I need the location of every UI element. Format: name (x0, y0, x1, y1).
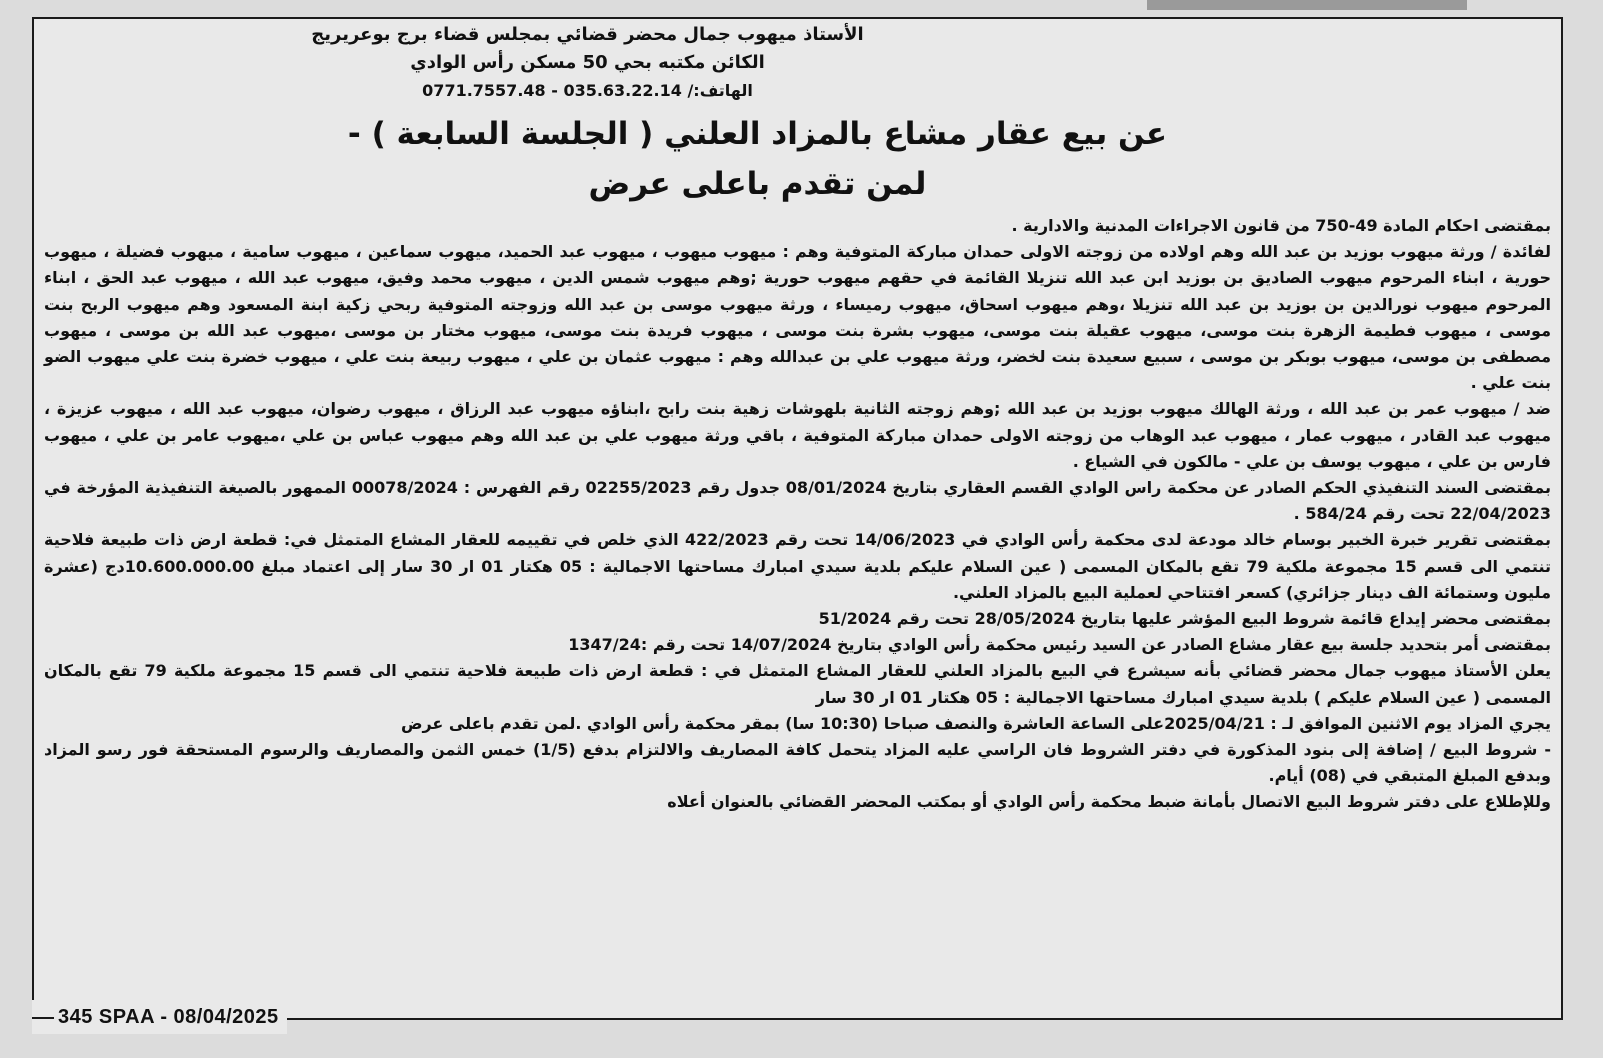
announcement-paragraph: يعلن الأستاذ ميهوب جمال محضر قضائي بأنه سيشرع في البيع بالمزاد العلني للعقار المشاع المتمثل في : قطعة ارض ذات طبيعة فلاحية تنتمي الى قسم 15 مجموعة ملكية 79 تقع بالمكان المسمى ( عين السلام عليكم ) بلدية سيدي امبارك مساحتها الاجمالية : 05 هكتار 01 ار 30 سار (44, 661, 1552, 707)
court-order-paragraph: بمقتضى أمر بتحديد جلسة بيع عقار مشاع الصادر عن السيد رئيس محكمة رأس الوادي بتاريخ 14/07/2024 تحت رقم :1347/24 (568, 635, 1551, 655)
bailiff-name: الأستاذ ميهوب جمال محضر قضائي بمجلس قضاء برج بوعريريج (311, 24, 864, 45)
title-line-2: لمن تقدم باعلى عرض (588, 166, 927, 202)
phone-numbers: الهاتف:/ 035.63.22.14 - 0771.7557.48 (422, 81, 753, 100)
executive-title-paragraph: بمقتضى السند التنفيذي الحكم الصادر عن محكمة راس الوادي القسم العقاري بتاريخ 08/01/2024 جدول رقم 02255/2023 رقم الفهرس : 00078/2024 الممهور بالصيغة التنفيذية المؤرخة في 22/04/2023 تحت رقم 584/24 . (44, 478, 1552, 524)
legal-basis-paragraph: بمقتضى احكام المادة 49-750 من قانون الاجراءات المدنية والادارية . (1011, 216, 1551, 235)
auction-notice (32, 17, 1563, 1020)
notice-title (34, 109, 1561, 209)
publication-stamp: 345 SPAA - 08/04/2025 (32, 1000, 287, 1034)
contact-paragraph: وللإطلاع على دفتر شروط البيع الاتصال بأمانة ضبط محكمة رأس الوادي أو بمكتب المحضر القضائي بالعنوان أعلاه (667, 792, 1551, 812)
beneficiaries-paragraph: لفائدة / ورثة ميهوب بوزيد بن عبد الله وهم اولاده من زوجته الاولى حمدان مباركة المتوفية وهم : ميهوب ميهوب ، ميهوب عبد الحميد، ميهوب سماعين ، ميهوب سامية ، ميهوب فضيلة ، ميهوب حورية ، ابناء المرحوم ميهوب الصاديق بن بوزيد ابن عبد الله تنزيلا القائمة في حقهم ميهوب حورية ;وهم ميهوب شمس الدين ، ميهوب محمد وفيق، ميهوب عبد الله ، ميهوب عبد الحق ، ابناء المرحوم ميهوب نورالدين بن بوزيد بن عبد الله تنزيلا ،وهم ميهوب اسحاق، ميهوب رميساء ، ورثة ميهوب موسى بن عبد الله وزوجته المتوفية ربحي زكية ابنة المسعود وهم ميهوب الربح بنت موسى ، ميهوب فطيمة الزهرة بنت موسى، ميهوب عقيلة بنت موسى، ميهوب بشرة بنت موسى ، ميهوب فريدة بنت موسى، ميهوب مختار بن موسى ،ميهوب عبد الله بن موسى ، ميهوب مصطفى بن موسى، ميهوب بوبكر بن موسى ، سبيع سعيدة بنت لخضر، ورثة ميهوب علي بن عبدالله وهم : ميهوب عثمان بن علي ، ميهوب ربيعة بنت علي ، ميهوب خضرة بنت علي ميهوب الضو بنت علي . (44, 242, 1551, 393)
sale-conditions-deposit-paragraph: بمقتضى محضر إيداع قائمة شروط البيع المؤشر عليها بتاريخ 28/05/2024 تحت رقم 51/2024 (818, 609, 1551, 629)
defendants-paragraph: ضد / ميهوب عمر بن عبد الله ، ورثة الهالك ميهوب بوزيد بن عبد الله ;وهم زوجته الثانية بلهوشات زهية بنت رابح ،ابناؤه ميهوب عبد الرزاق ، ميهوب رضوان، ميهوب عبد الله ، ميهوب عزيزة ، ميهوب عبد القادر ، ميهوب عمار ، ميهوب عبد الوهاب من زوجته الاولى حمدان مباركة المتوفية ، باقي ورثة ميهوب علي بن عبد الله وهم ميهوب عباس بن علي ،ميهوب عامر بن علي ، ميهوب فارس بن علي ، ميهوب يوسف بن علي - مالكون في الشياع . (44, 399, 1551, 471)
bailiff-header (34, 21, 1561, 105)
notice-body (34, 209, 1561, 816)
auction-date-paragraph: يجري المزاد يوم الاثنين الموافق لـ : 2025/04/21على الساعة العاشرة والنصف صباحا (10:30 سا) بمقر محكمة رأس الوادي .لمن تقدم باعلى عرض (400, 713, 1551, 733)
top-edge-strip (1147, 0, 1467, 10)
sale-terms-paragraph: - شروط البيع / إضافة إلى بنود المذكورة في دفتر الشروط فان الراسي عليه المزاد يتحمل كافة المصاريف والالتزام بدفع (1/5) خمس الثمن والمصاريف والرسوم المستحقة فور رسو المزاد وبدفع المبلغ المتبقي في (08) أيام. (44, 740, 1551, 786)
expert-report-paragraph: بمقتضى تقرير خبرة الخبير بوسام خالد مودعة لدى محكمة رأس الوادي في 14/06/2023 تحت رقم 422/2023 الذي خلص في تقييمه للعقار المشاع المتمثل في: قطعة ارض ذات طبيعة فلاحية تنتمي الى قسم 15 مجموعة ملكية 79 تقع بالمكان المسمى ( عين السلام عليكم بلدية سيدي امبارك مساحتها الاجمالية : 05 هكتار 01 ار 30 سار إلى اعتماد مبلغ 10.600.000.00دج (عشرة مليون وستمائة الف دينار جزائري) كسعر افتتاحي لعملية البيع بالمزاد العلني. (44, 530, 1552, 602)
office-address: الكائن مكتبه بحي 50 مسكن رأس الوادي (410, 52, 765, 73)
title-line-1: عن بيع عقار مشاع بالمزاد العلني ( الجلسة السابعة ) - (347, 116, 1168, 152)
